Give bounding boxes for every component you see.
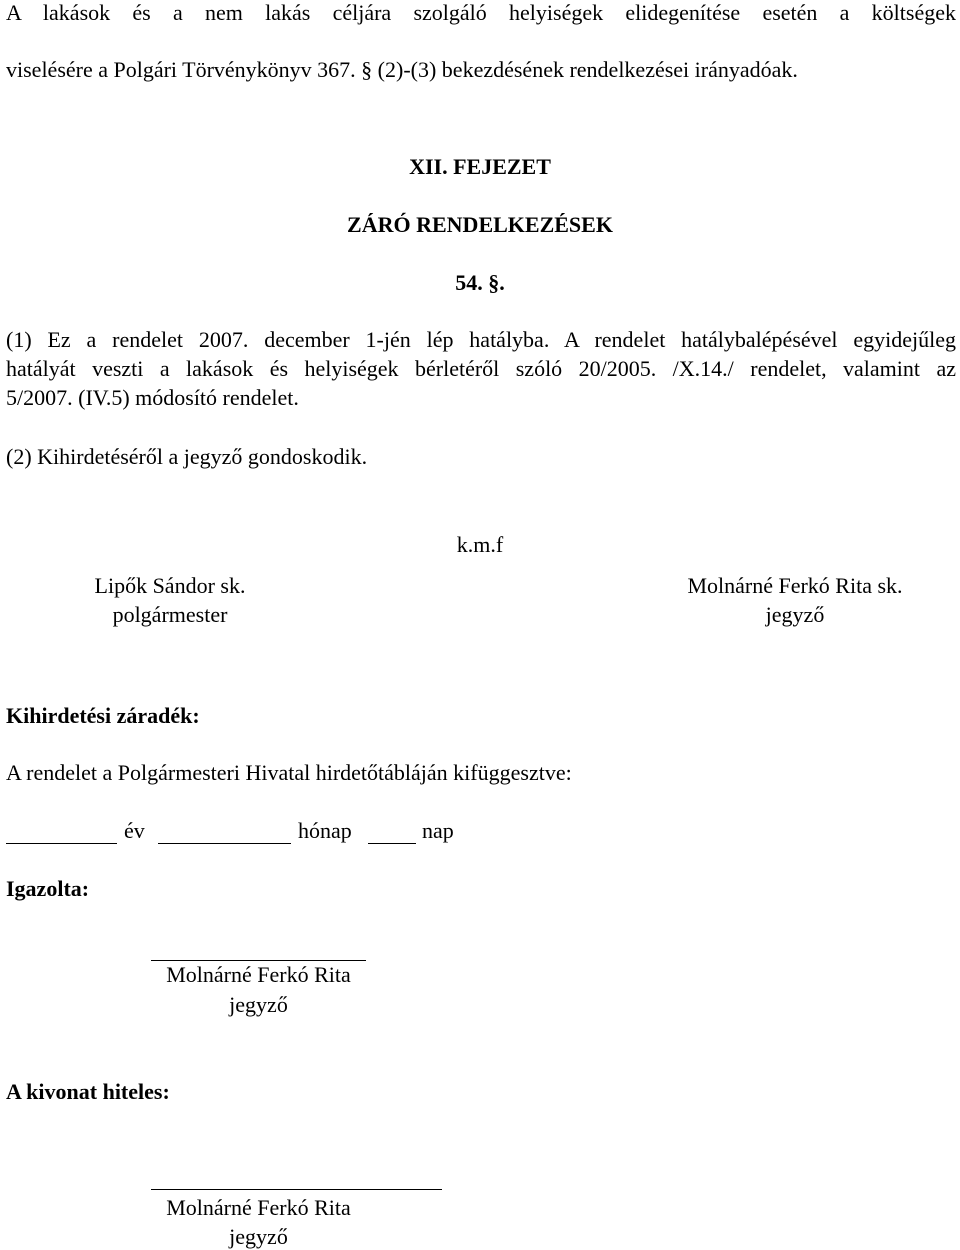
month-label: hónap xyxy=(298,818,352,843)
para2: (2) Kihirdetéséről a jegyző gondoskodik. xyxy=(6,444,368,469)
certified-heading: Igazolta: xyxy=(6,876,90,901)
extract-signature-line xyxy=(151,1189,442,1190)
month-blank xyxy=(158,843,291,844)
notary-name: Molnárné Ferkó Rita sk. xyxy=(687,573,903,598)
notary-title: jegyző xyxy=(765,602,825,627)
mayor-name: Lipők Sándor sk. xyxy=(94,573,246,598)
day-label: nap xyxy=(422,818,454,843)
chapter-title: ZÁRÓ RENDELKEZÉSEK xyxy=(347,212,613,237)
intro-line-2: viselésére a Polgári Törvénykönyv 367. § (2)-(3) bekezdésének rendelkezései irányadóak. xyxy=(6,57,798,82)
promulgation-heading: Kihirdetési záradék: xyxy=(6,703,200,728)
extract-heading: A kivonat hiteles: xyxy=(6,1079,170,1104)
certified-name: Molnárné Ferkó Rita xyxy=(166,962,351,987)
certified-signature-line xyxy=(151,960,366,961)
chapter-number: XII. FEJEZET xyxy=(409,154,551,179)
year-label: év xyxy=(124,818,145,843)
section-number: 54. §. xyxy=(455,270,505,295)
extract-name: Molnárné Ferkó Rita xyxy=(166,1195,351,1220)
kmf-label: k.m.f xyxy=(456,532,504,557)
day-blank xyxy=(368,843,416,844)
extract-title: jegyző xyxy=(229,1224,288,1249)
para1-line-3: 5/2007. (IV.5) módosító rendelet. xyxy=(6,385,299,410)
certified-title: jegyző xyxy=(229,992,288,1017)
intro-line-1: A lakások és a nem lakás céljára szolgáló helyiségek elidegenítése esetén a költségek xyxy=(6,0,956,25)
para1-line-1: (1) Ez a rendelet 2007. december 1-jén lép hatályba. A rendelet hatálybalépésével egyidejűleg xyxy=(6,327,956,352)
promulgation-text: A rendelet a Polgármesteri Hivatal hirdetőtábláján kifüggesztve: xyxy=(6,760,572,785)
mayor-title: polgármester xyxy=(112,602,228,627)
year-blank xyxy=(6,843,117,844)
para1-line-2: hatályát veszti a lakások és helyiségek bérletéről szóló 20/2005. /X.14./ rendelet, valamint az xyxy=(6,356,956,381)
